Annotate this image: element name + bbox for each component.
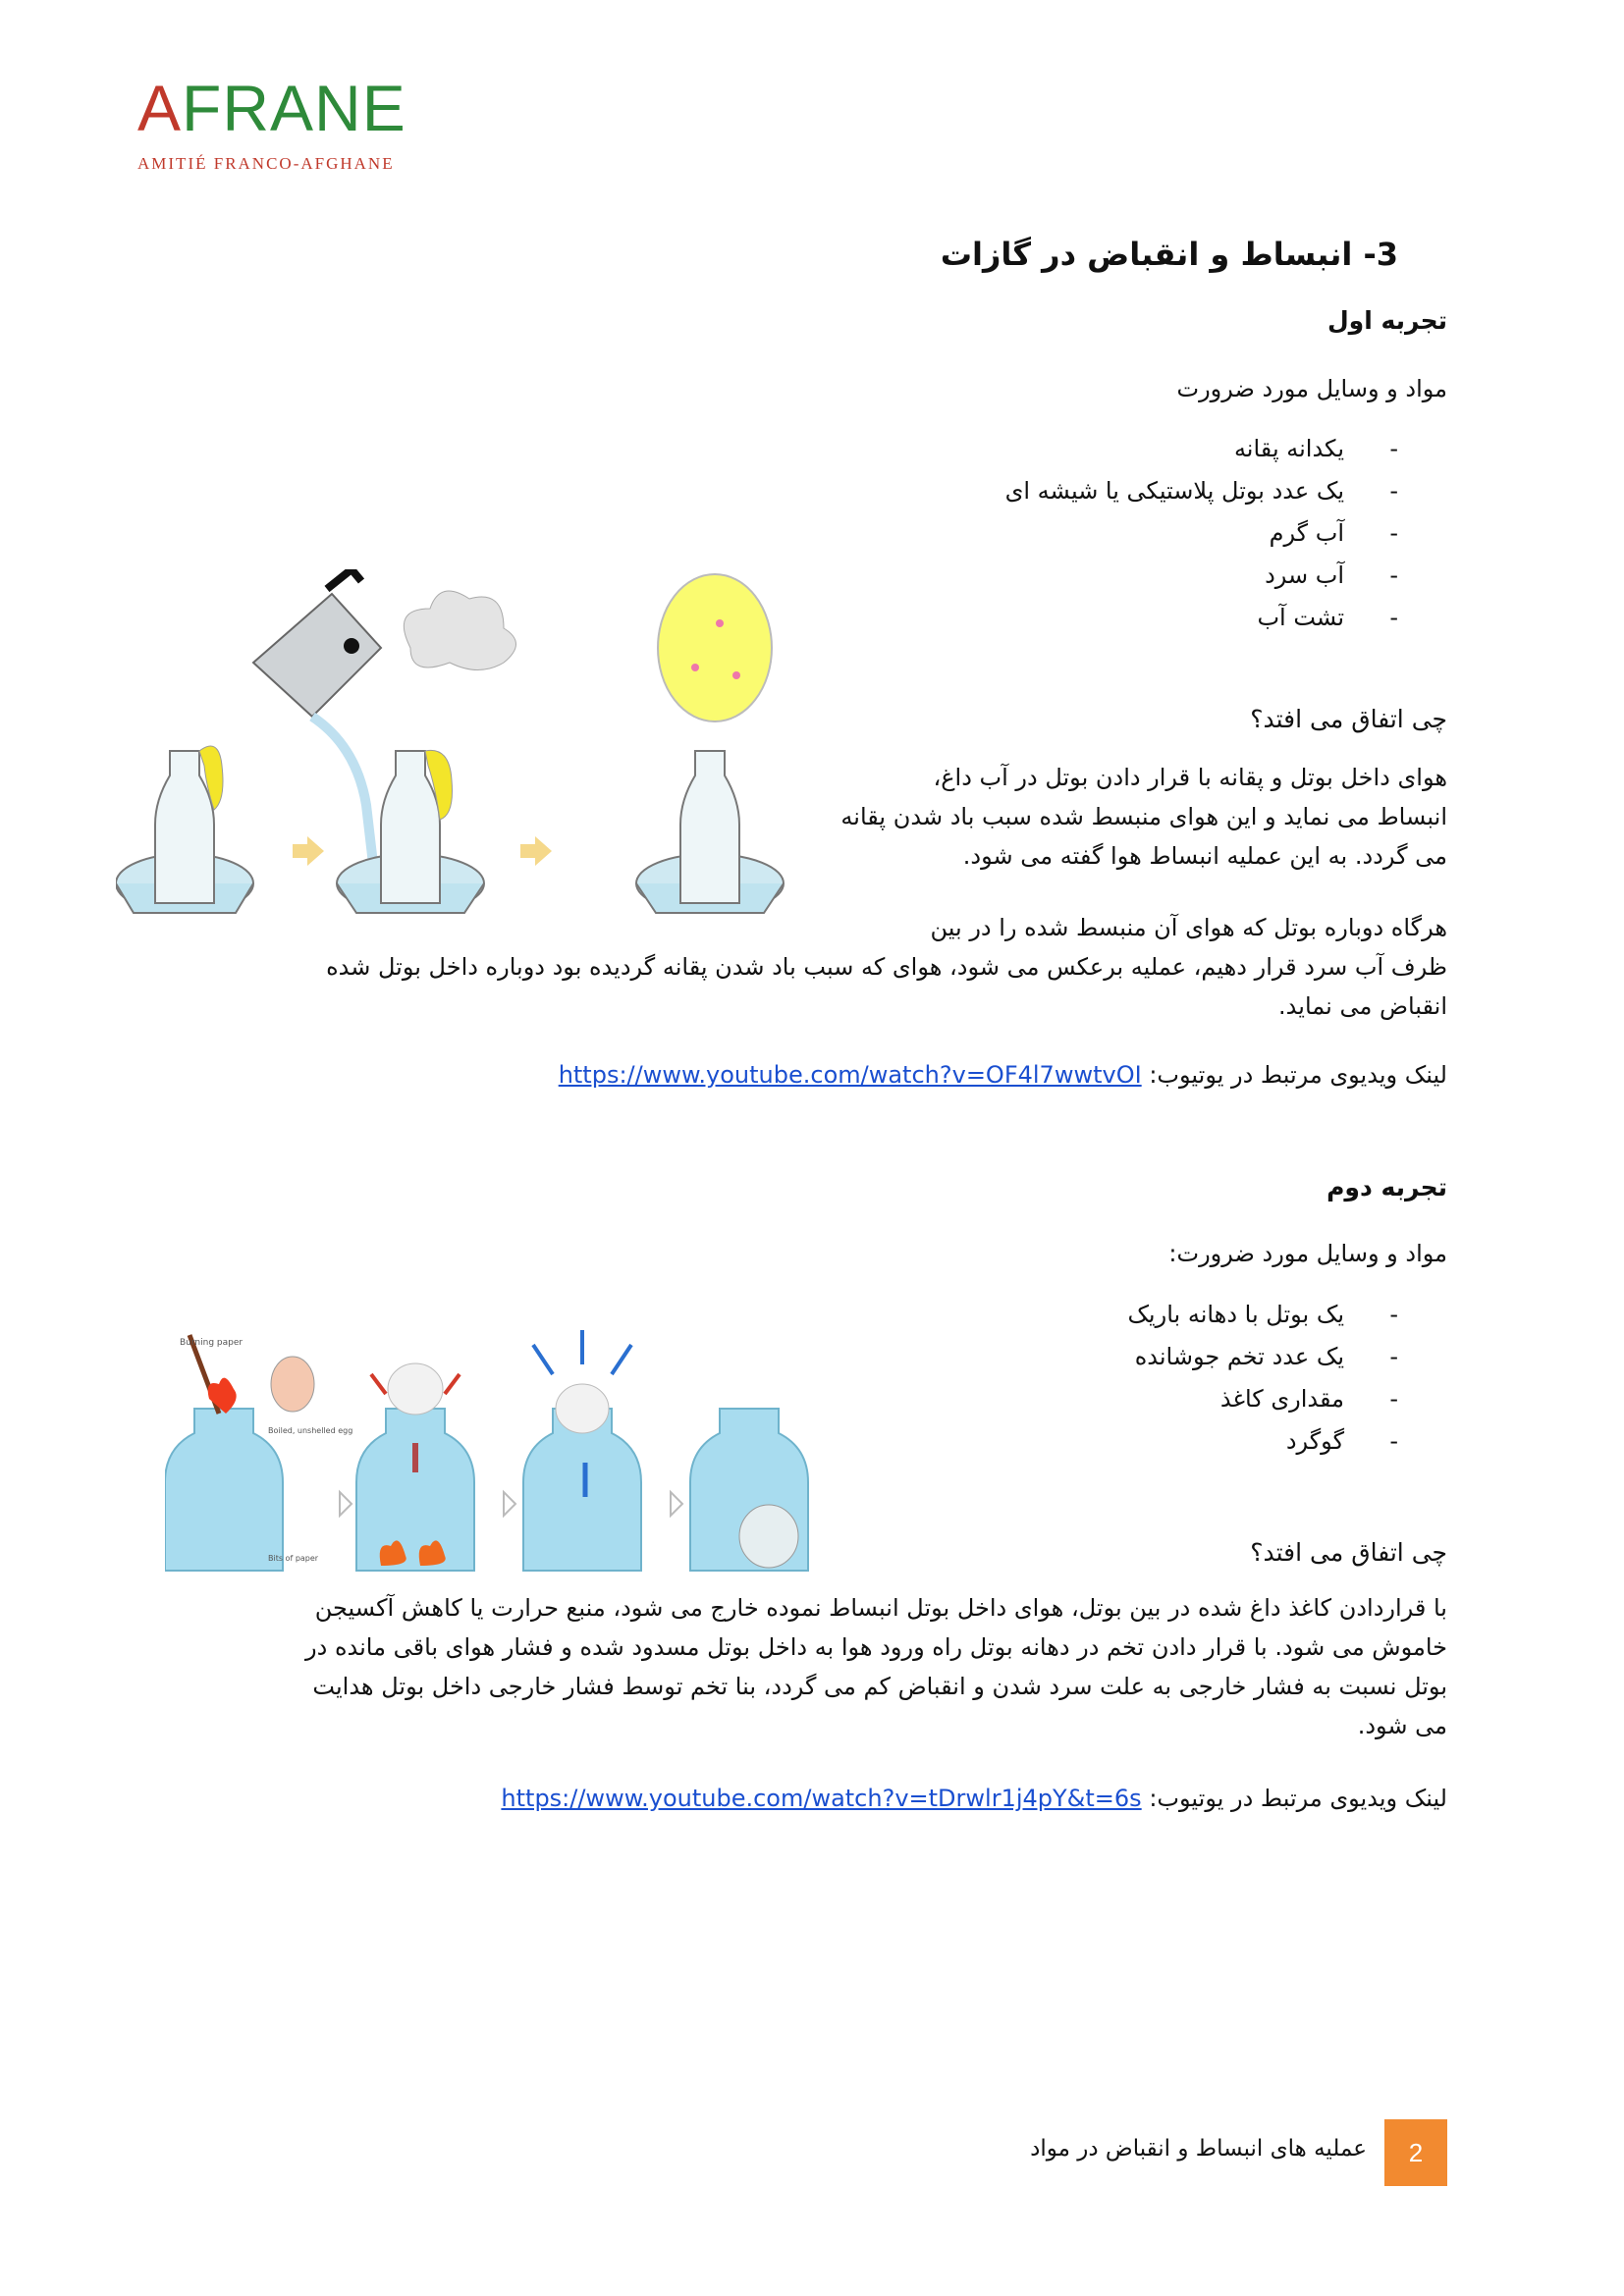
list-item: -یک عدد بوتل پلاستیکی یا شیشه ای [1004,477,1398,505]
exp2-paragraph [171,1588,1447,1745]
logo-wordmark: AFRANE [137,72,406,144]
chevron-right-icon [504,1492,515,1516]
exp1-paragraph-2 [210,908,1447,1026]
footer-title: عملیه های انبساط و انقباض در مواد [1030,2136,1367,2162]
exp2-materials-heading: مواد و وسایل مورد ضرورت: [1168,1240,1447,1267]
chevron-right-icon [671,1492,682,1516]
text-line: هرگاه دوباره بوتل که هوای آن منبسط شده را در بین [930,914,1447,941]
video-link-label: لینک ویدیوی مرتبط در یوتیوب: [1149,1061,1447,1089]
egg-bottle-stage-3 [523,1330,641,1571]
egg-bottle-diagram [165,1325,813,1580]
text-line: انقباض می نماید. [1278,992,1447,1020]
text-line: با قراردادن کاغذ داغ شده در بین بوتل، هوای داخل بوتل انبساط نموده خارج می شود، منبع حرارت یا کاهش آکسیجن [314,1594,1447,1622]
list-item: -یک عدد تخم جوشانده [1134,1343,1398,1370]
text-line: خاموش می شود. با قرار دادن تخم در دهانه بوتل راه ورود هوا به داخل بوتل مسدود شده و فشار هوای باقی مانده در [305,1633,1447,1661]
exp1-paragraph-1 [760,758,1447,876]
list-item: -یکدانه پقانه [1233,435,1398,462]
bottle-stage-1 [116,746,253,913]
burning-paper-label: Burning paper [180,1338,244,1348]
text-line: ظرف آب سرد قرار دهیم، عملیه برعکس می شود، هوای که سبب باد شدن پقانه گردیده بود دوباره داخل بوتل شده [326,953,1447,981]
section-title: 3- انبساط و انقباض در گازات [940,236,1398,273]
list-item: -آب گرم [1269,519,1398,547]
arrow-right-icon [520,836,552,866]
exp1-materials-heading: مواد و وسایل مورد ضرورت [1176,375,1447,402]
youtube-link-1[interactable]: https://www.youtube.com/watch?v=OF4l7wwtvOI [558,1061,1142,1089]
egg-bottle-stage-4 [690,1409,808,1571]
list-item: -آب سرد [1265,561,1398,589]
bits-of-paper-label: Bits of paper [268,1554,319,1563]
list-item: -گوگرد [1285,1427,1398,1455]
text-line: انبساط می نماید و این هوای منبسط شده سبب باد شدن پقانه [840,803,1447,830]
page-number: 2 [1384,2119,1447,2186]
text-line: بوتل نسبت به فشار خارجی به علت سرد شدن و انقباض کم می گردد، بنا تخم توسط فشار خارجی داخل بوتل هدایت [312,1673,1447,1700]
exp1-question: چی اتفاق می افتد؟ [1250,705,1447,733]
balloon-bottle-diagram [116,569,803,933]
list-item: -تشت آب [1257,604,1398,631]
exp2-video-link-line [171,1779,1447,1818]
text-line: می شود. [1357,1712,1447,1739]
egg-label: Boiled, unshelled egg [268,1426,353,1435]
video-link-label: لینک ویدیوی مرتبط در یوتیوب: [1149,1785,1447,1812]
arrow-right-icon [293,836,324,866]
text-line: می گردد. به این عملیه انبساط هوا گفته می شود. [962,842,1447,870]
text-line: هوای داخل بوتل و پقانه با قرار دادن بوتل در آب داغ، [933,764,1447,791]
egg-bottle-stage-2 [356,1363,474,1571]
list-item: -یک بوتل با دهانه باریک [1127,1301,1398,1328]
egg-bottle-stage-1 [165,1335,352,1571]
youtube-link-2[interactable]: https://www.youtube.com/watch?v=tDrwlr1j4pY&t=6s [501,1785,1142,1812]
chevron-right-icon [340,1492,352,1516]
exp2-question: چی اتفاق می افتد؟ [1250,1538,1447,1567]
exp1-title: تجربه اول [1326,306,1447,335]
exp1-video-link-line [171,1055,1447,1095]
bottle-stage-2 [253,569,516,913]
list-item: -مقداری کاغذ [1219,1385,1398,1413]
exp2-title: تجربه دوم [1326,1173,1447,1201]
logo-tagline: AMITIÉ FRANCO-AFGHANE [137,154,395,173]
afrane-logo [137,74,422,182]
